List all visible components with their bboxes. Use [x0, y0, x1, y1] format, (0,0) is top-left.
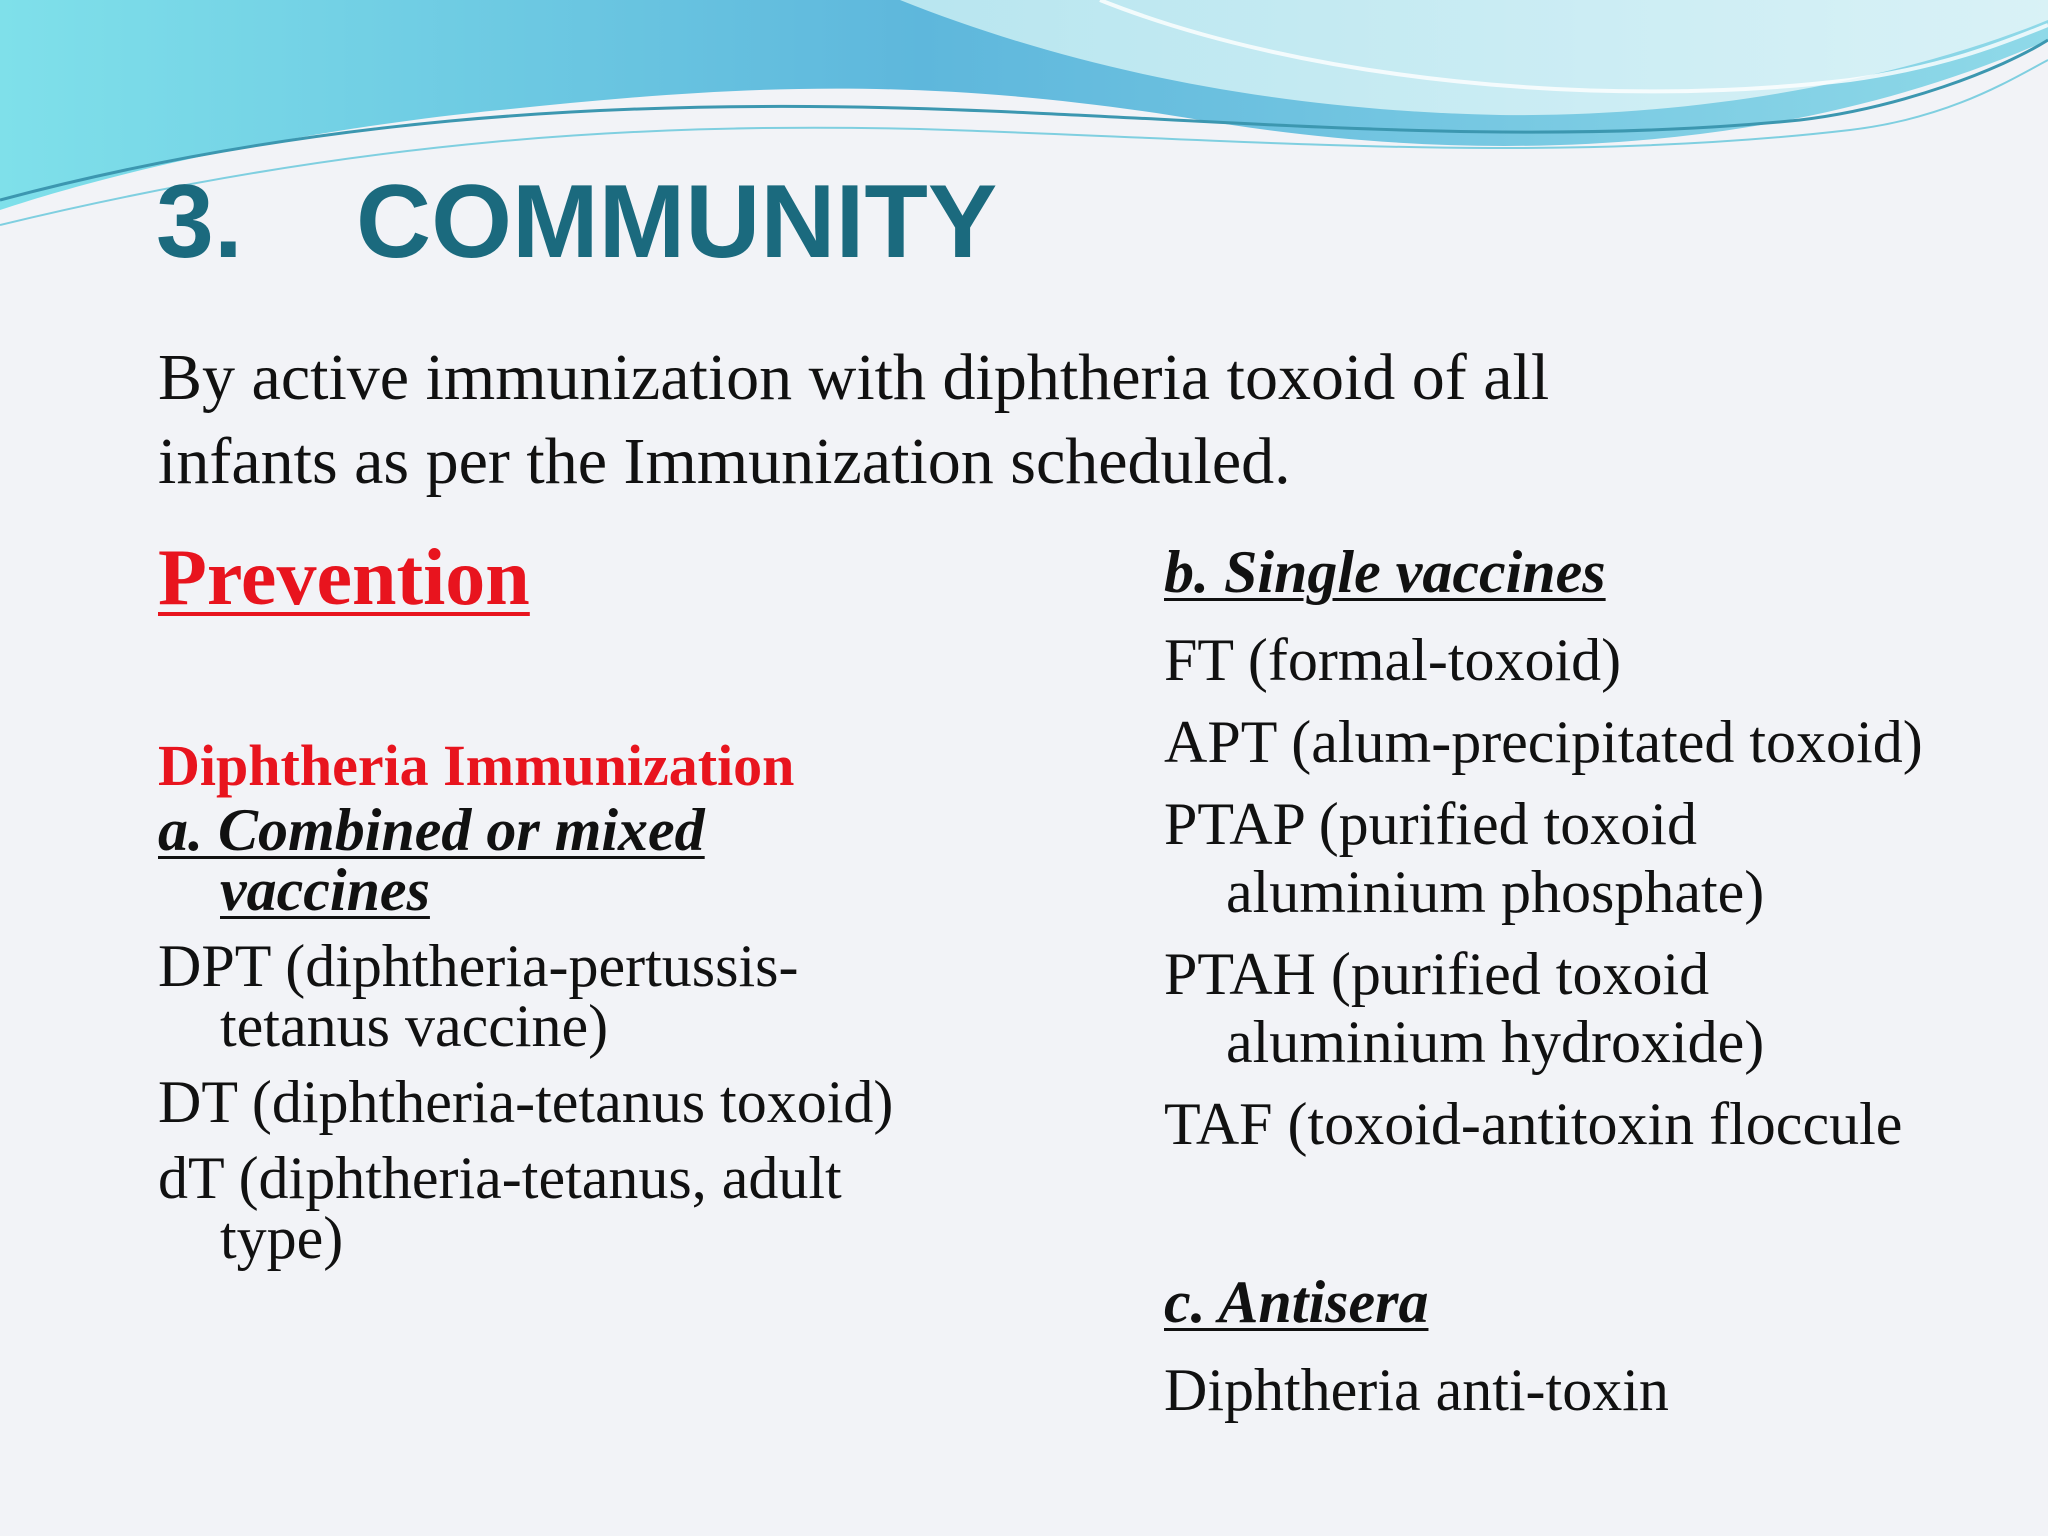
vaccine-item-taf — [1164, 1090, 2044, 1158]
antisera-item — [1164, 1356, 2044, 1424]
item-line: DT (diphtheria-tetanus toxoid) — [158, 1069, 894, 1135]
vaccine-item-ptah — [1164, 940, 2044, 1076]
vaccine-item-adult-dt — [158, 1145, 1058, 1271]
intro-paragraph — [158, 336, 1758, 504]
item-line: DPT (diphtheria-pertussis- — [158, 933, 799, 999]
vaccine-item-ft — [1164, 626, 2044, 694]
prevention-heading: Prevention — [158, 534, 530, 622]
item-line-continued: type) — [220, 1205, 344, 1271]
item-line: Diphtheria anti-toxin — [1164, 1357, 1669, 1423]
vaccine-item-dpt — [158, 933, 1058, 1059]
intro-line-1: By active immunization with diphtheria toxoid of all — [158, 341, 1550, 414]
right-column — [1164, 532, 2044, 1424]
combined-vaccines-heading — [158, 797, 1058, 923]
vaccine-item-dt — [158, 1069, 1058, 1135]
intro-line-2: infants as per the Immunization scheduled. — [158, 425, 1291, 498]
combined-heading-line-1: a. Combined or mixed — [158, 797, 705, 863]
vaccine-item-apt — [1164, 708, 2044, 776]
single-vaccines-heading — [1164, 532, 2044, 612]
title-text: COMMUNITY — [356, 164, 998, 280]
item-line: PTAH (purified toxoid — [1164, 941, 1710, 1007]
antisera-heading — [1164, 1262, 2044, 1342]
single-heading-text: b. Single vaccines — [1164, 539, 1606, 605]
item-line: PTAP (purified toxoid — [1164, 791, 1697, 857]
slide-title — [156, 162, 997, 282]
title-number: 3. — [156, 164, 243, 280]
item-line-continued: aluminium hydroxide) — [1226, 1009, 1765, 1075]
immunization-heading: Diphtheria Immunization — [158, 733, 795, 798]
item-line: TAF (toxoid-antitoxin floccule — [1164, 1091, 1903, 1157]
item-line-continued: tetanus vaccine) — [220, 993, 609, 1059]
left-column — [158, 530, 1058, 1271]
item-line-continued: aluminium phosphate) — [1226, 859, 1765, 925]
combined-heading-line-2: vaccines — [220, 857, 430, 923]
item-line: FT (formal-toxoid) — [1164, 627, 1622, 693]
vaccine-item-ptap — [1164, 790, 2044, 926]
antisera-heading-text: c. Antisera — [1164, 1269, 1429, 1335]
item-line: APT (alum-precipitated toxoid) — [1164, 709, 1923, 775]
item-line: dT (diphtheria-tetanus, adult — [158, 1145, 842, 1211]
